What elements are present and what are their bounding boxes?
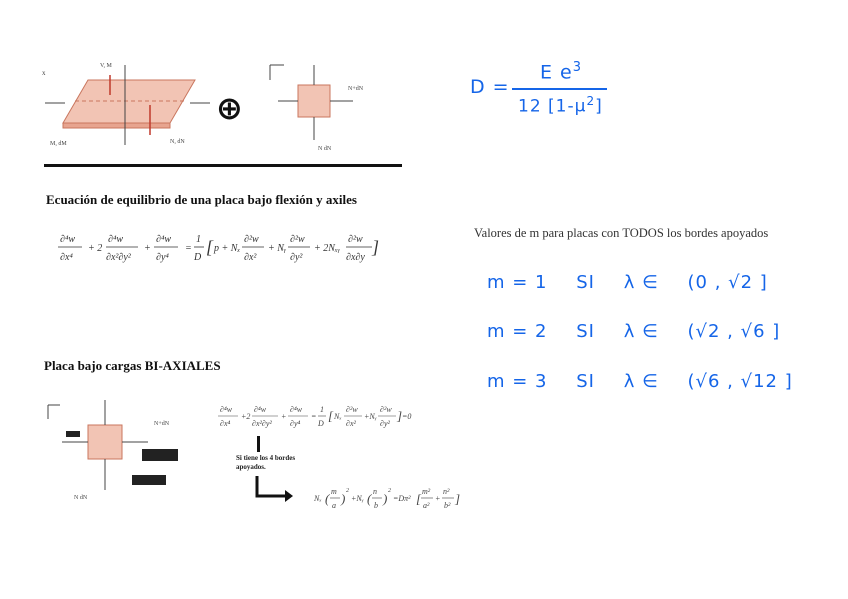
svg-text:+: + (281, 412, 287, 421)
lambda-label: λ ∈ (623, 371, 659, 392)
m-row-1 (487, 272, 768, 293)
svg-text:∂²w: ∂²w (380, 405, 392, 414)
denominator-text: 12 [1-μ (518, 96, 587, 117)
si-label: SI (576, 371, 595, 392)
svg-text:N dN: N dN (74, 495, 88, 501)
denominator-close: ] (595, 96, 603, 117)
svg-text:a: a (332, 501, 336, 510)
m-row-2 (487, 321, 780, 342)
svg-text:∂²w: ∂²w (348, 234, 363, 245)
svg-text:): ) (341, 491, 346, 506)
svg-text:M, dM: M, dM (50, 141, 67, 147)
svg-text:p + Nₓ: p + Nₓ (214, 243, 241, 254)
svg-text:m: m (331, 487, 337, 496)
svg-text:a²: a² (423, 501, 430, 510)
equation-title: Ecuación de equilibrio de una placa bajo flexión y axiles (46, 192, 357, 207)
divider-line (44, 164, 402, 167)
svg-text:∂⁴w: ∂⁴w (254, 405, 267, 414)
svg-text:D: D (318, 419, 324, 428)
svg-text:): ) (383, 491, 388, 506)
svg-text:(: ( (325, 491, 330, 506)
m-value: m = 2 (487, 321, 548, 342)
denominator-exp: 2 (586, 94, 596, 108)
svg-text:Nₓ: Nₓ (314, 494, 322, 503)
plate-element-diagram (268, 60, 383, 155)
svg-text:[: [ (328, 408, 334, 423)
m-values-title: Valores de m para placas con TODOS los bordes apoyados (474, 226, 769, 240)
svg-text:+Nᵧ: +Nᵧ (364, 412, 377, 421)
svg-text:]: ] (372, 237, 380, 257)
lambda-interval: (0 , √2 ] (687, 272, 768, 293)
biaxial-title: Placa bajo cargas BI-AXIALES (44, 358, 221, 373)
svg-text:=: = (185, 243, 192, 254)
svg-text:∂y⁴: ∂y⁴ (290, 419, 301, 428)
svg-text:+ 2Nₓᵧ: + 2Nₓᵧ (314, 243, 341, 254)
svg-text:]: ] (397, 408, 403, 423)
si-label: SI (576, 321, 595, 342)
svg-text:∂⁴w: ∂⁴w (108, 234, 124, 245)
svg-text:+2: +2 (241, 412, 251, 421)
svg-text:2: 2 (346, 488, 349, 494)
svg-text:∂²w: ∂²w (290, 234, 305, 245)
svg-text:∂y²: ∂y² (380, 419, 390, 428)
fraction-bar (512, 88, 607, 90)
svg-text:∂⁴w: ∂⁴w (290, 405, 303, 414)
m-value: m = 3 (487, 371, 548, 392)
svg-text:=: = (311, 412, 317, 421)
plus-symbol: ⊕ (216, 89, 243, 127)
svg-text:Nₓ: Nₓ (334, 412, 342, 421)
biaxial-equation (218, 402, 414, 432)
svg-text:+: + (435, 494, 441, 503)
arrow-icon (255, 476, 295, 502)
svg-text:+ 2: + 2 (88, 243, 103, 254)
biaxial-plate-diagram (44, 395, 194, 505)
svg-text:V, M: V, M (100, 63, 112, 69)
svg-text:∂²w: ∂²w (244, 234, 259, 245)
stiffness-denominator (518, 94, 603, 117)
svg-text:n: n (373, 487, 377, 496)
svg-text:∂x²: ∂x² (244, 252, 257, 263)
arrow-stem-top (257, 436, 260, 452)
stiffness-lhs: D = (470, 76, 510, 98)
svg-text:1: 1 (196, 234, 201, 245)
svg-text:∂x²∂y²: ∂x²∂y² (252, 419, 272, 428)
svg-text:=Dπ²: =Dπ² (393, 494, 411, 503)
lambda-interval: (√6 , √12 ] (687, 371, 793, 392)
svg-text:D: D (194, 252, 202, 263)
svg-text:[: [ (206, 237, 214, 257)
svg-text:∂⁴w: ∂⁴w (156, 234, 172, 245)
svg-text:N+dN: N+dN (348, 86, 364, 92)
svg-text:N, dN: N, dN (170, 139, 185, 145)
svg-text:(: ( (367, 491, 372, 506)
svg-text:∂y⁴: ∂y⁴ (156, 252, 169, 263)
svg-text:n²: n² (443, 487, 450, 496)
svg-text:+Nᵧ: +Nᵧ (351, 494, 364, 503)
svg-text:b: b (374, 501, 378, 510)
svg-text:N dN: N dN (318, 146, 332, 152)
svg-text:∂x∂y: ∂x∂y (346, 252, 365, 263)
lambda-label: λ ∈ (623, 321, 659, 342)
svg-text:1: 1 (320, 405, 324, 414)
critical-load-equation (312, 484, 462, 514)
m-row-3 (487, 371, 793, 392)
supported-note: Si tiene los 4 bordes apoyados. (236, 454, 296, 471)
svg-text:[: [ (416, 491, 422, 506)
svg-text:∂⁴w: ∂⁴w (60, 234, 76, 245)
numerator-text: E e (540, 61, 573, 84)
svg-text:=0: =0 (402, 412, 412, 421)
svg-text:N+dN: N+dN (154, 421, 170, 427)
plate-bending-diagram (40, 55, 215, 155)
equilibrium-equation (58, 228, 380, 270)
svg-text:]: ] (455, 491, 461, 506)
svg-text:∂x²∂y²: ∂x²∂y² (106, 252, 131, 263)
stiffness-numerator (540, 60, 582, 83)
svg-text:∂⁴w: ∂⁴w (220, 405, 233, 414)
svg-text:x: x (42, 69, 46, 77)
svg-text:∂x⁴: ∂x⁴ (60, 252, 73, 263)
svg-text:∂x²: ∂x² (346, 419, 356, 428)
svg-text:∂y²: ∂y² (290, 252, 303, 263)
svg-text:m²: m² (422, 487, 431, 496)
svg-text:∂²w: ∂²w (346, 405, 358, 414)
numerator-exp: 3 (572, 60, 583, 75)
m-value: m = 1 (487, 272, 548, 293)
svg-text:b²: b² (444, 501, 451, 510)
svg-text:+: + (144, 243, 151, 254)
si-label: SI (576, 272, 595, 293)
lambda-label: λ ∈ (623, 272, 659, 293)
svg-text:2: 2 (388, 488, 391, 494)
svg-text:∂x⁴: ∂x⁴ (220, 419, 231, 428)
svg-text:+ Nᵧ: + Nᵧ (268, 243, 287, 254)
lambda-interval: (√2 , √6 ] (687, 321, 781, 342)
